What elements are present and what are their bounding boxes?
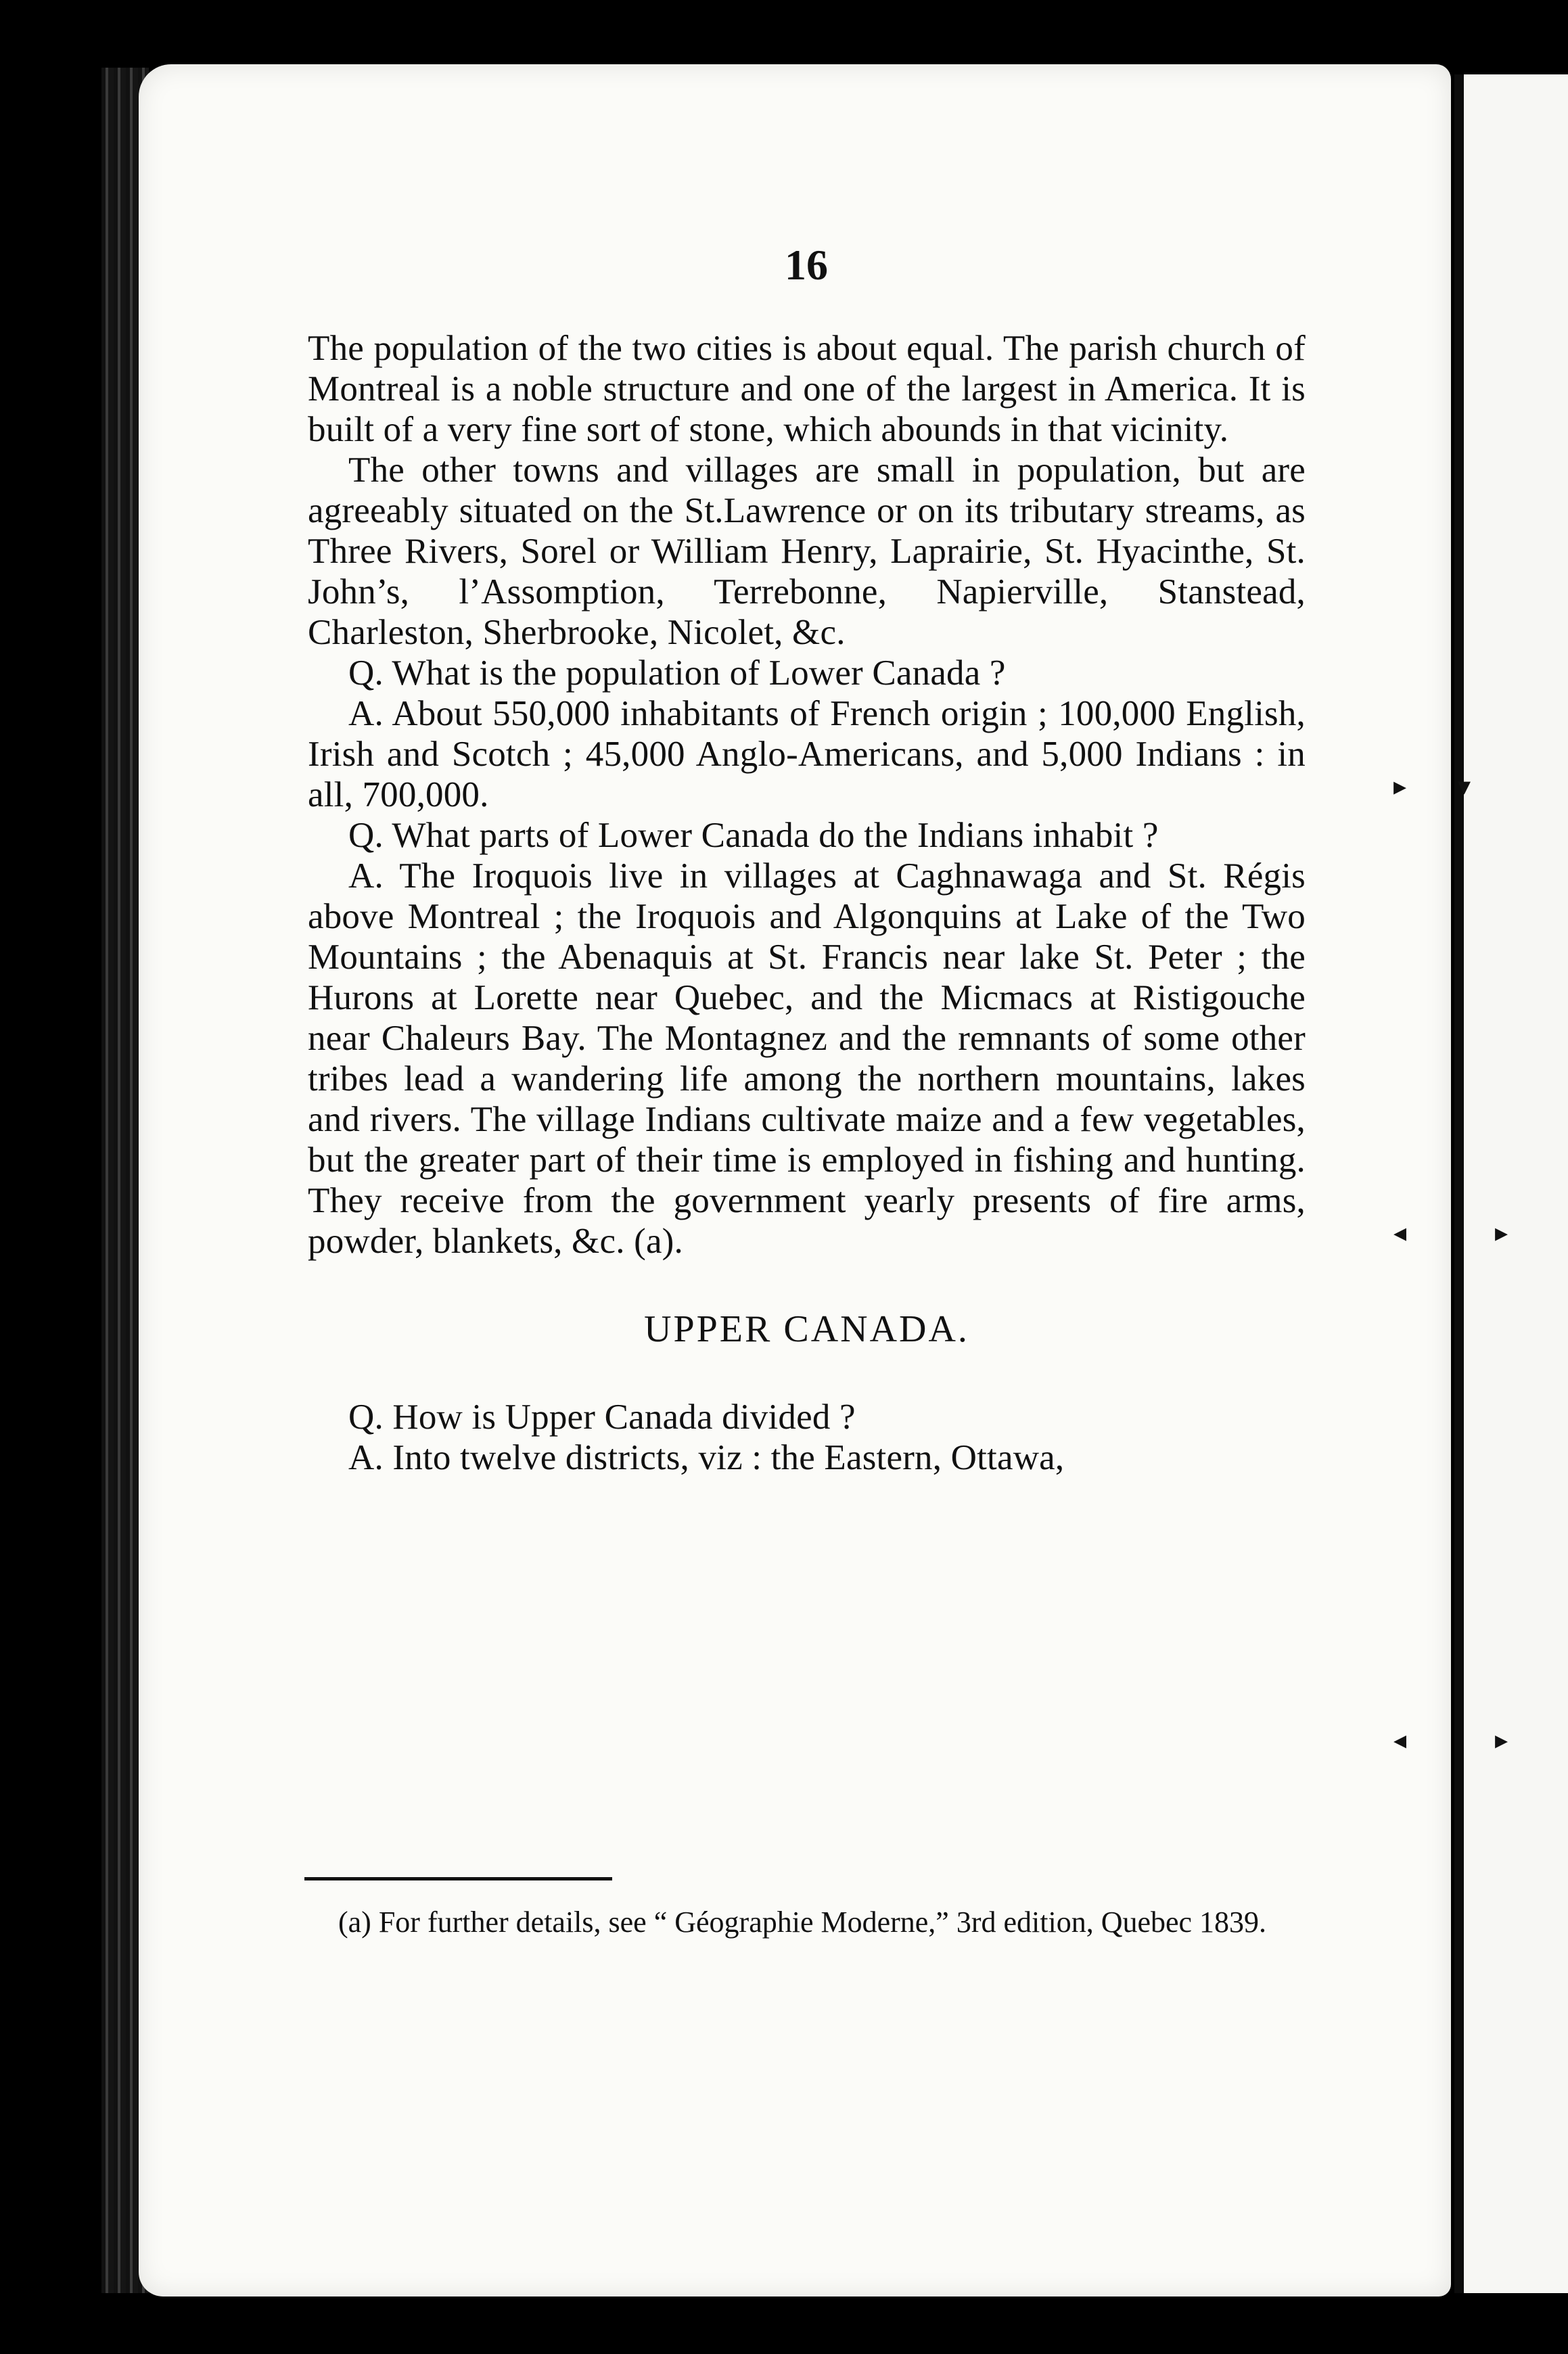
footnote: (a) For further details, see “ Géographie Moderne,” 3rd edition, Quebec 1839. xyxy=(338,1906,1267,1939)
paragraph: The other towns and villages are small in population, but are agreeably situated on the St.Lawrence or on its tributary streams, as Three Rivers, Sorel or William Henry, Laprairie, St. Hyacinthe, St. John’s, l’Assomption, Terrebonne, Napierville, Stanstead, Charleston, Sherbrooke, Nicolet, &c. xyxy=(308,451,1306,652)
gutter-marks xyxy=(1393,771,1495,812)
gutter-mark-icon: ▸ xyxy=(1495,1218,1508,1247)
paragraph: The population of the two cities is about equal. The parish church of Montreal is a noble structure and one of the largest in America. It is built of a very fine sort of stone, which abounds in that vicinity. xyxy=(308,329,1306,449)
question: Q. What is the population of Lower Canada ? xyxy=(348,653,1006,693)
question: Q. What parts of Lower Canada do the Indians inhabit ? xyxy=(348,816,1159,855)
gutter-mark-icon: ▾ xyxy=(1458,771,1471,801)
facing-page-edge xyxy=(1454,74,1568,2293)
gutter-marks xyxy=(1393,1218,1508,1258)
body-text xyxy=(308,328,1306,1478)
footnote-rule xyxy=(304,1877,612,1880)
gutter-mark-icon: ◂ xyxy=(1393,1725,1407,1755)
gutter-mark-icon: ▸ xyxy=(1495,1725,1508,1755)
gutter-mark-icon: ▸ xyxy=(1393,771,1407,801)
answer: A. Into twelve districts, viz : the Eastern, Ottawa, xyxy=(348,1438,1065,1477)
gutter-marks xyxy=(1393,1725,1508,1766)
question: Q. How is Upper Canada divided ? xyxy=(348,1398,856,1437)
answer: A. About 550,000 inhabitants of French origin ; 100,000 English, Irish and Scotch ; 45,000 Anglo-Americans, and 5,000 Indians : in all, 700,000. xyxy=(308,694,1306,814)
section-heading: UPPER CANADA. xyxy=(644,1308,969,1350)
page-number: 16 xyxy=(785,241,828,289)
gutter-mark-icon: ◂ xyxy=(1393,1218,1407,1247)
answer: A. The Iroquois live in villages at Caghnawaga and St. Régis above Montreal ; the Iroquois and Algonquins at Lake of the Two Mountains ; the Abenaquis at St. Francis near lake St. Peter ; the Hurons at Lorette near Quebec, and the Micmacs at Ristigouche near Chaleurs Bay. The Montagnez and the remnants of some other tribes lead a wandering life among the northern mountains, lakes and rivers. The village Indians cultivate maize and a few vegetables, but the greater part of their time is employed in fishing and hunting. They receive from the government yearly presents of fire arms, powder, blankets, &c. (a). xyxy=(308,856,1306,1261)
